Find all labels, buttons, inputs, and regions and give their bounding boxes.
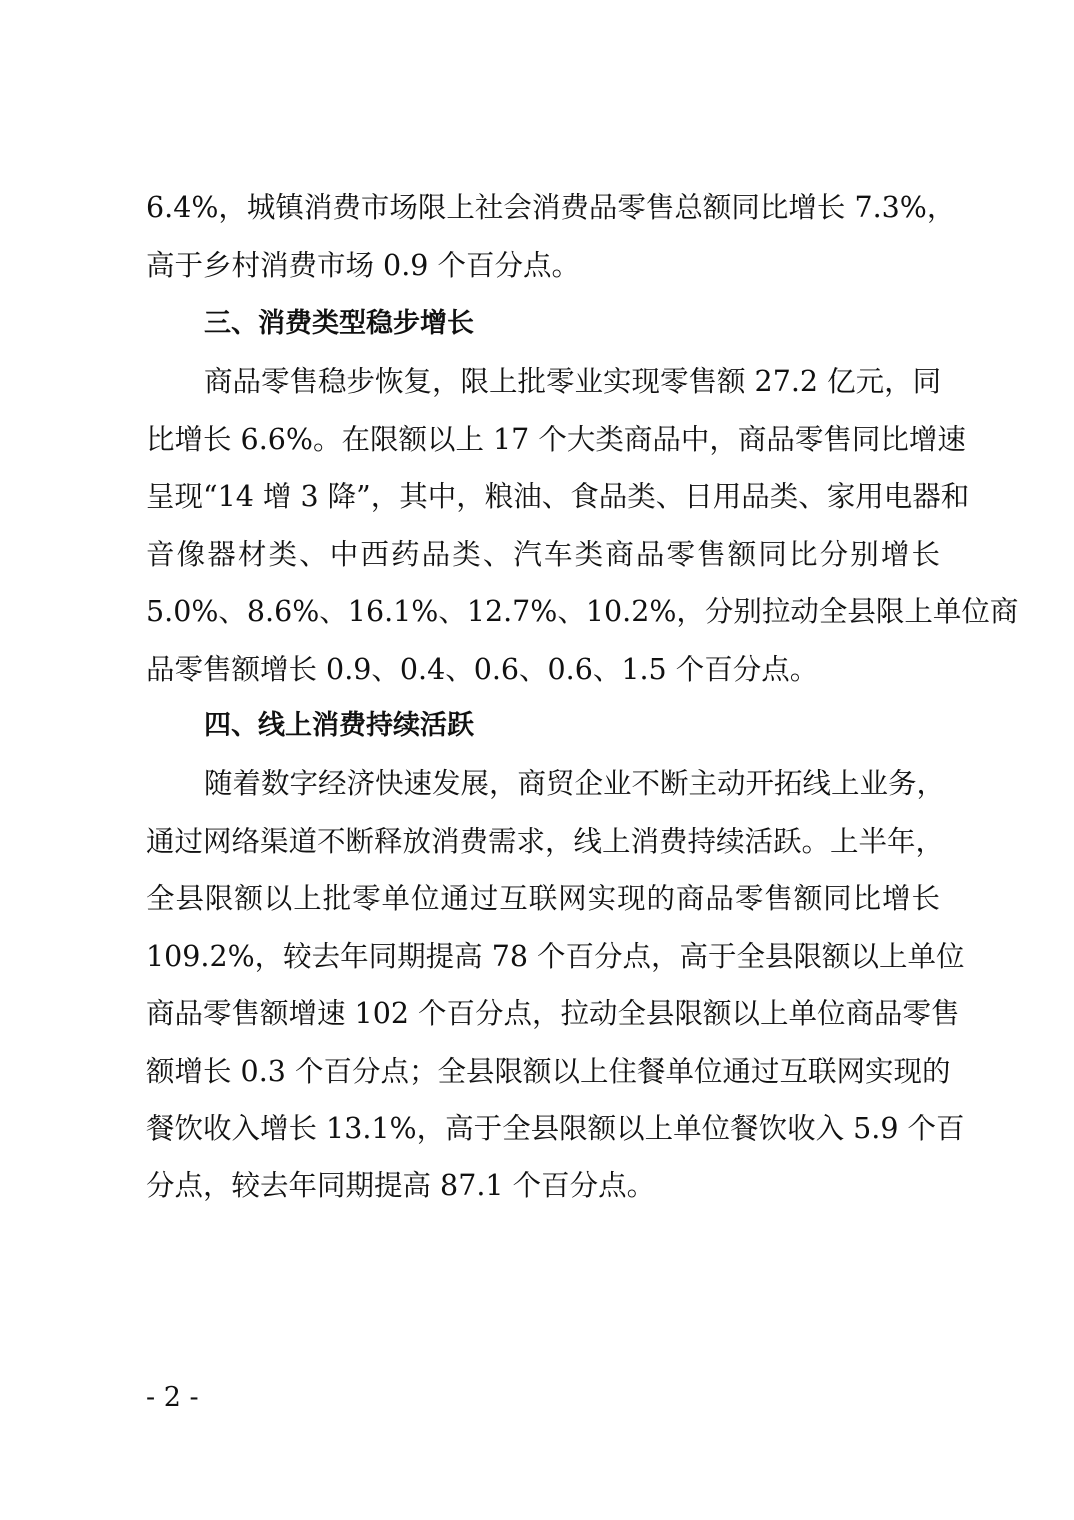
paragraph-line: 音像器材类、中西药品类、汽车类商品零售额同比分别增长 [146,538,940,571]
paragraph-line: 高于乡村消费市场 0.9 个百分点。 [146,249,580,282]
paragraph-line: 额增长 0.3 个百分点；全县限额以上住餐单位通过互联网实现的 [146,1055,951,1088]
paragraph-line: 随着数字经济快速发展，商贸企业不断主动开拓线上业务， [204,767,946,800]
paragraph-line: 品零售额增长 0.9、0.4、0.6、0.6、1.5 个百分点。 [146,653,819,686]
paragraph-line: 6.4%，城镇消费市场限上社会消费品零售总额同比增长 7.3%， [146,191,956,224]
section-heading-3: 三、消费类型稳步增长 [204,308,474,339]
paragraph-line: 全县限额以上批零单位通过互联网实现的商品零售额同比增长 [146,882,940,915]
paragraph-line: 餐饮收入增长 13.1%，高于全县限额以上单位餐饮收入 5.9 个百 [146,1112,965,1145]
paragraph-line: 5.0%、8.6%、16.1%、12.7%、10.2%，分别拉动全县限上单位商 [146,595,1019,628]
paragraph-line: 呈现“14 增 3 降”，其中，粮油、食品类、日用品类、家用电器和 [146,480,970,513]
section-heading-4: 四、线上消费持续活跃 [204,710,474,741]
paragraph-line: 比增长 6.6%。在限额以上 17 个大类商品中，商品零售同比增速 [146,423,966,456]
page-number: - 2 - [146,1382,199,1413]
paragraph-line: 商品零售稳步恢复，限上批零业实现零售额 27.2 亿元，同 [204,365,942,398]
paragraph-line: 通过网络渠道不断释放消费需求，线上消费持续活跃。上半年， [146,825,945,858]
paragraph-line: 商品零售额增速 102 个百分点，拉动全县限额以上单位商品零售 [146,997,960,1030]
paragraph-line: 分点，较去年同期提高 87.1 个百分点。 [146,1169,656,1202]
paragraph-line: 109.2%，较去年同期提高 78 个百分点，高于全县限额以上单位 [146,940,965,973]
